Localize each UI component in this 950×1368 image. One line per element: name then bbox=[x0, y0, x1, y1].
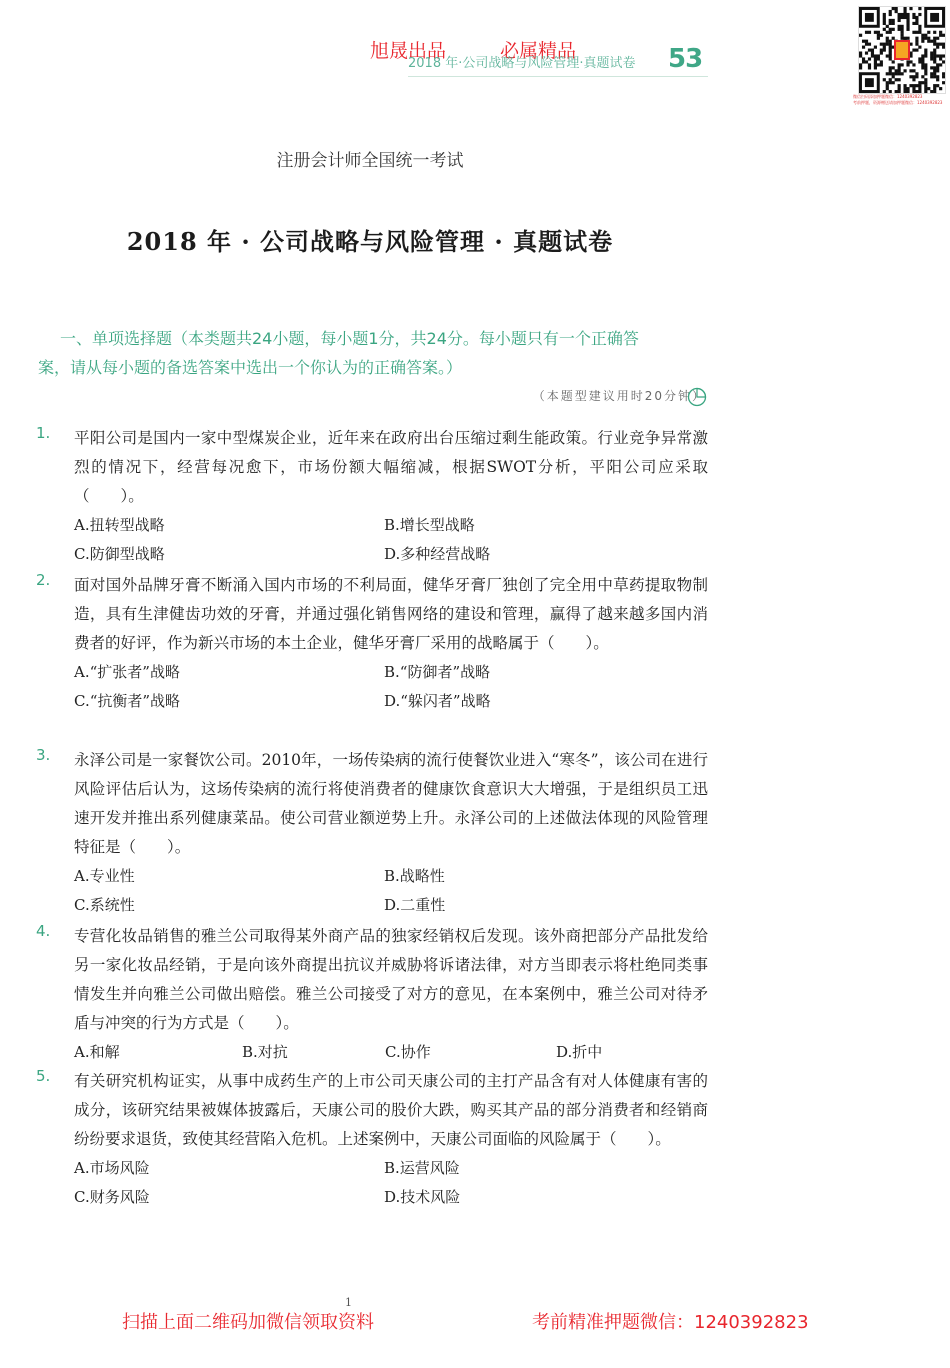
question-text: 平阳公司是国内一家中型煤炭企业，近年来在政府出台压缩过剩生能政策。行业竞争异常激烈的情况下，经营每况愈下，市场份额大幅缩减，根据SWOT分析，平阳公司应采取（ ）。 bbox=[74, 429, 708, 505]
question-1 bbox=[36, 424, 708, 569]
option-c[interactable]: C.系统性 bbox=[74, 896, 135, 914]
option-d[interactable]: D.二重性 bbox=[384, 896, 446, 914]
watermark-right: 必属精品 bbox=[500, 40, 577, 62]
question-number: 3. bbox=[36, 746, 51, 764]
header-logo: 53 bbox=[668, 44, 703, 74]
option-d[interactable]: D.“躲闪者”战略 bbox=[384, 692, 491, 710]
qr-code-image bbox=[859, 7, 945, 93]
question-text: 面对国外品牌牙膏不断涌入国内市场的不利局面，健华牙膏厂独创了完全用中草药提取物制造，具有生津健齿功效的牙膏，并通过强化销售网络的建设和管理，赢得了越来越多国内消费者的好评，作为新兴市场的本土企业，健华牙膏厂采用的战略属于（ ）。 bbox=[74, 576, 708, 652]
option-a[interactable]: A.专业性 bbox=[74, 867, 135, 885]
question-4 bbox=[36, 922, 708, 1067]
option-b[interactable]: B.战略性 bbox=[384, 867, 445, 885]
option-b[interactable]: B.对抗 bbox=[242, 1043, 288, 1061]
question-number: 2. bbox=[36, 571, 51, 589]
question-5 bbox=[36, 1067, 708, 1212]
time-hint: （本题型建议用时20分钟） bbox=[532, 389, 706, 403]
question-3 bbox=[36, 746, 708, 920]
option-c[interactable]: C.财务风险 bbox=[74, 1188, 150, 1206]
question-number: 4. bbox=[36, 922, 51, 940]
question-options bbox=[74, 1038, 708, 1067]
clock-icon bbox=[686, 386, 708, 412]
option-b[interactable]: B.增长型战略 bbox=[384, 516, 475, 534]
option-a[interactable]: A.和解 bbox=[74, 1043, 120, 1061]
section-heading-line1: 一、单项选择题（本类题共24小题，每小题1分，共24分。每小题只有一个正确答 bbox=[60, 329, 639, 348]
question-options bbox=[74, 511, 708, 569]
question-options bbox=[74, 1154, 708, 1212]
question-text: 专营化妆品销售的雅兰公司取得某外商产品的独家经销权后发现。该外商把部分产品批发给另一家化妆品经销，于是向该外商提出抗议并威胁将诉诸法律，对方当即表示将杜绝同类事情发生并向雅兰公司做出赔偿。雅兰公司接受了对方的意见，在本案例中，雅兰公司对待矛盾与冲突的行为方式是（ ）。 bbox=[74, 927, 708, 1032]
option-c[interactable]: C.防御型战略 bbox=[74, 545, 165, 563]
qr-code[interactable] bbox=[858, 6, 946, 94]
section-heading-line2: 案，请从每小题的备选答案中选出一个你认为的正确答案。） bbox=[38, 358, 463, 377]
question-text: 永泽公司是一家餐饮公司。2010年，一场传染病的流行使餐饮业进入“寒冬”，该公司在进行风险评估后认为，这场传染病的流行将使消费者的健康饮食意识大大增强，于是组织员工迅速开发并推出系列健康菜品。使公司营业额逆势上升。永泽公司的上述做法体现的风险管理特征是（ ）。 bbox=[74, 751, 708, 856]
header-series-title: 2018 年·公司战略与风险管理·真题试卷 bbox=[408, 56, 636, 71]
question-number: 5. bbox=[36, 1067, 51, 1085]
question-number: 1. bbox=[36, 424, 51, 442]
footer-left-note: 扫描上面二维码加微信领取资料 bbox=[122, 1312, 374, 1333]
section-heading bbox=[38, 324, 718, 382]
option-b[interactable]: B.“防御者”战略 bbox=[384, 663, 491, 681]
option-c[interactable]: C.“抗衡者”战略 bbox=[74, 692, 181, 710]
footer-right-note: 考前精准押题微信：1240392823 bbox=[532, 1312, 809, 1333]
question-options bbox=[74, 862, 708, 920]
paper-title: 2018 年 · 公司战略与风险管理 · 真题试卷 bbox=[126, 227, 614, 256]
question-text: 有关研究机构证实，从事中成药生产的上市公司天康公司的主打产品含有对人体健康有害的成分，该研究结果被媒体披露后，天康公司的股价大跌，购买其产品的部分消费者和经销商纷纷要求退货，致使其经营陷入危机。上述案例中，天康公司面临的风险属于（ ）。 bbox=[74, 1072, 708, 1148]
header-rule bbox=[408, 76, 708, 77]
option-c[interactable]: C.协作 bbox=[385, 1043, 431, 1061]
option-a[interactable]: A.扭转型战略 bbox=[74, 516, 165, 534]
option-b[interactable]: B.运营风险 bbox=[384, 1159, 460, 1177]
question-2 bbox=[36, 571, 708, 716]
option-d[interactable]: D.多种经营战略 bbox=[384, 545, 491, 563]
option-d[interactable]: D.折中 bbox=[556, 1043, 603, 1061]
option-d[interactable]: D.技术风险 bbox=[384, 1188, 461, 1206]
watermark-left: 旭晟出品 bbox=[370, 40, 447, 62]
exam-name: 注册会计师全国统一考试 bbox=[276, 151, 464, 171]
qr-caption bbox=[853, 94, 948, 106]
page-number: 1 bbox=[345, 1296, 352, 1309]
qr-caption-line1: 微信扫码添加押题微信：1240392823 bbox=[853, 94, 923, 99]
option-a[interactable]: A.市场风险 bbox=[74, 1159, 150, 1177]
qr-caption-line2: 考前押题，资源赠送请加押题微信：1240392823 bbox=[853, 100, 943, 105]
question-options bbox=[74, 658, 708, 716]
option-a[interactable]: A.“扩张者”战略 bbox=[74, 663, 180, 681]
